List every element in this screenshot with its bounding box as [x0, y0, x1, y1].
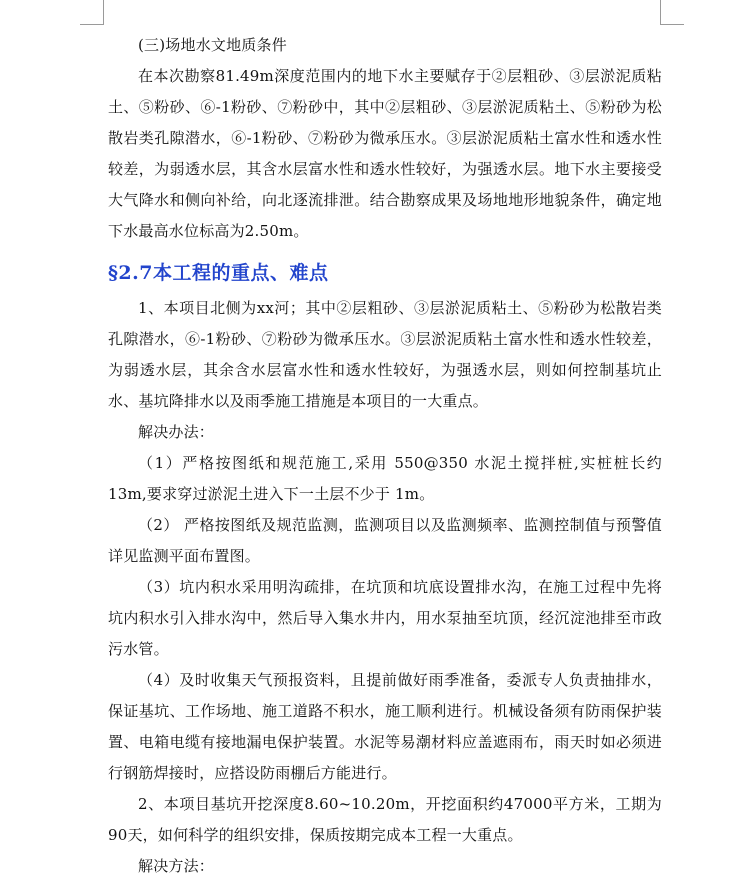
document-body[interactable] — [108, 30, 662, 882]
hydrogeology-paragraph: 在本次勘察81.49m深度范围内的地下水主要赋存于②层粗砂、③层淤泥质粘土、⑤粉砂、⑥-1粉砂、⑦粉砂中，其中②层粗砂、③层淤泥质粘土、⑤粉砂为松散岩类孔隙潜水，⑥-1粉砂、⑦粉砂为微承压水。③层淤泥质粘土富水性和透水性较差，为弱透水层，其含水层富水性和透水性较好，为强透水层。地下水主要接受大气降水和侧向补给，向北逐流排泄。结合勘察成果及场地地形地貌条件，确定地下水最高水位标高为2.50m。 — [108, 67, 662, 240]
solution-1-item-3: （3）坑内积水采用明沟疏排，在坑顶和坑底设置排水沟，在施工过程中先将坑内积水引入排水沟中，然后导入集水井内，用水泵抽至坑顶，经沉淀池排至市政污水管。 — [108, 578, 662, 658]
solution-1-item-1: （1）严格按图纸和规范施工,采用 550@350 水泥土搅拌桩,实桩桩长约 13m,要求穿过淤泥土进入下一土层不少于 1m。 — [108, 454, 662, 503]
solution-1-item-4: （4）及时收集天气预报资料，且提前做好雨季准备，委派专人负责抽排水，保证基坑、工作场地、施工道路不积水，施工顺利进行。机械设备须有防雨保护装置、电箱电缆有接地漏电保护装置。水泥等易潮材料应盖遮雨布，雨天时如必须进行钢筋焊接时，应搭设防雨棚后方能进行。 — [108, 671, 662, 782]
margin-mark-right-vertical — [660, 0, 661, 24]
margin-mark-left-vertical — [103, 0, 104, 24]
key-point-1: 1、本项目北侧为xx河；其中②层粗砂、③层淤泥质粘土、⑤粉砂为松散岩类孔隙潜水，⑥-1粉砂、⑦粉砂为微承压水。③层淤泥质粘土富水性和透水性较差，为弱透水层，其余含水层富水性和透水性较好，为强透水层，则如何控制基坑止水、基坑降排水以及雨季施工措施是本项目的一大重点。 — [108, 299, 662, 410]
key-point-2: 2、本项目基坑开挖深度8.60~10.20m，开挖面积约47000平方米，工期为90天，如何科学的组织安排，保质按期完成本工程一大重点。 — [108, 795, 662, 844]
margin-mark-left-horizontal — [80, 24, 104, 25]
section-heading: §2.7本工程的重点、难点 — [108, 262, 329, 284]
margin-mark-right-horizontal — [660, 24, 684, 25]
solution-label-1: 解决办法： — [138, 423, 215, 441]
subsection-title: (三)场地水文地质条件 — [138, 36, 287, 54]
solution-label-2: 解决方法： — [138, 857, 215, 875]
solution-1-item-2: （2） 严格按图纸及规范监测，监测项目以及监测频率、监测控制值与预警值详见监测平面布置图。 — [108, 516, 662, 565]
